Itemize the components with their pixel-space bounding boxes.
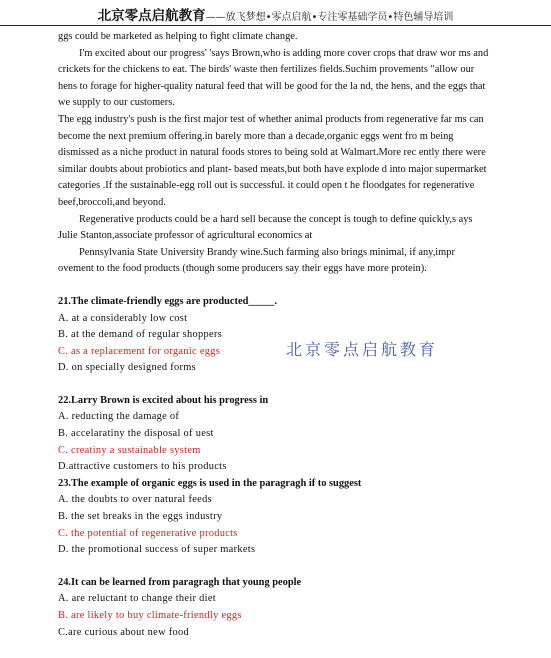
answer-option-highlighted: C. as a replacement for organic eggs	[58, 345, 221, 357]
passage-paragraph: Regenerative products could be a hard sell because the concept is tough to define quickly,s ays Julie Stanton,associate professor of agricultural economics at	[58, 213, 473, 242]
question-title: 23.The example of organic eggs is used in the paragragh if to suggest	[58, 477, 362, 489]
passage-paragraph: ggs could be marketed as helping to fight climate change.	[58, 31, 298, 42]
question-block	[58, 476, 490, 559]
answer-option: B. the set breaks in the eggs industry	[58, 511, 223, 523]
answer-option: A. are reluctant to change their diet	[58, 593, 216, 605]
question-block	[58, 294, 490, 377]
answer-option: A. the doubts to over natural feeds	[58, 494, 212, 506]
answer-option: A. at a considerably low cost	[58, 312, 188, 324]
answer-option: D.attractive customers to his products	[58, 461, 227, 473]
passage-paragraph: The egg industry's push is the first major test of whether animal products from regenerative far ms can become the next premium offering.in barely more than a decade,organic eggs went fro m being dismissed as a niche product in natural foods stores to being sold at Walmart.More rec ently there were similar doubts about probiotics and plant- based meats,but both have explode d into major supermarket categories .If the sustainable-egg roll out is successful. it could open t he floodgates for regenerative beef,broccoli,and beyond.	[58, 113, 487, 208]
answer-option-highlighted: C. the potential of regenerative products	[58, 527, 238, 539]
question-block	[58, 393, 490, 476]
answer-option: A. reducting the damage of	[58, 411, 180, 423]
answer-option: D. the promotional success of super markets	[58, 544, 256, 556]
answer-option: B. accelaratiny the disposal of uest	[58, 428, 214, 440]
passage-paragraph: Pennsylvania State University Brandy wine.Such farming also brings minimal, if any,impr ovement to the food products (though some producers say their eggs have more protein).	[58, 246, 455, 275]
answer-option-highlighted: B. are likely to buy climate-friendly eggs	[58, 610, 242, 621]
answer-option: B. at the demand of regular shoppers	[58, 329, 223, 341]
header-title: 北京零点启航教育	[97, 8, 206, 24]
question-block	[58, 575, 490, 641]
watermark-logo-text: 北京零点启航教育	[286, 340, 439, 359]
answer-option: D. on specially designed forms	[58, 362, 196, 374]
header-tagline: ——放飞梦想•零点启航•专注零基础学员•特色辅导培训	[205, 12, 454, 23]
document-body	[58, 29, 490, 641]
answer-option: C.are curious about new food	[58, 626, 190, 638]
question-title: 24.It can be learned from paragragh that young people	[58, 576, 302, 588]
question-title: 21.The climate-friendly eggs are producted_____.	[58, 295, 277, 307]
answer-option-highlighted: C. creatiny a sustainable system	[58, 444, 201, 456]
question-title: 22.Larry Brown is excited about his progress in	[58, 394, 269, 406]
passage-paragraph: I'm excited about our progress' 'says Brown,who is adding more cover crops that draw wor ms and crickets for the chickens to eat. The birds' waste then fertilizes fields.Suchim provements "allow our hens to forage for higher-quality natural feed that will be good for the la nd, the hens, and the eggs that we supply to our customers.	[58, 47, 489, 109]
page-header	[0, 0, 551, 26]
header-line	[0, 4, 551, 25]
